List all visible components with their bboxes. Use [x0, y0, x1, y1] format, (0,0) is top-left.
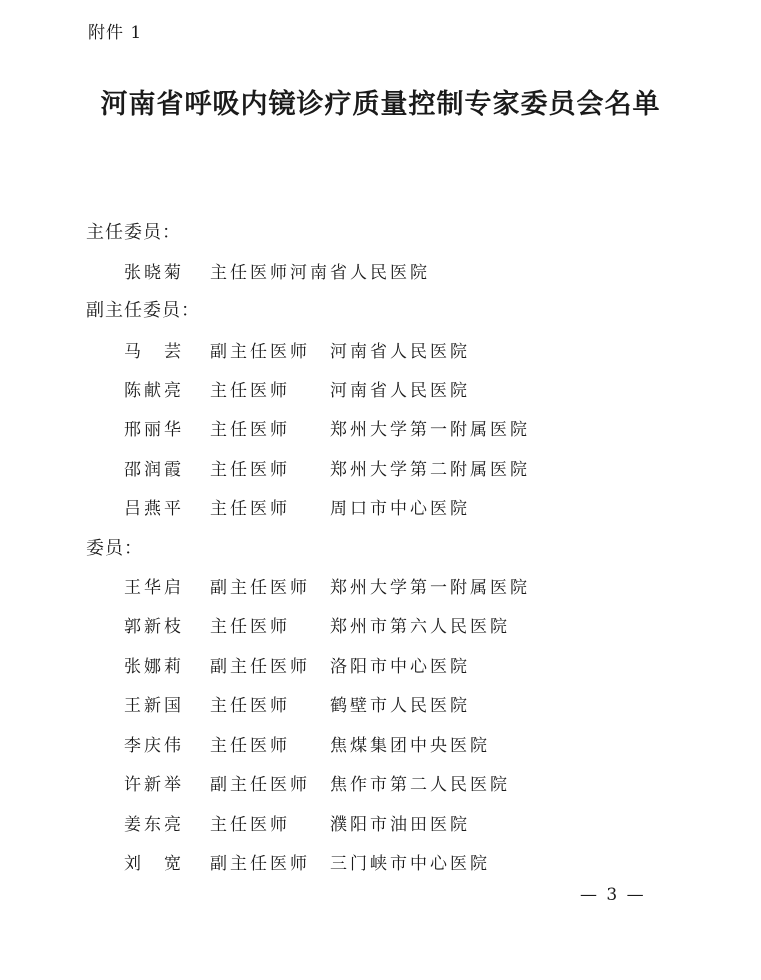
attachment-label: 附件 1: [88, 23, 143, 43]
member-row: [0, 494, 761, 522]
member-name: 张娜莉: [124, 657, 184, 677]
member-name: 邵润霞: [124, 460, 184, 480]
member-name: 王新国: [124, 696, 184, 716]
member-title: 主任医师: [210, 499, 290, 519]
section-heading-members: 委员：: [86, 538, 143, 559]
member-row: [0, 849, 761, 877]
member-row: [0, 258, 761, 286]
member-row: [0, 455, 761, 483]
member-title: 副主任医师: [210, 657, 310, 677]
member-row: [0, 573, 761, 601]
member-row: [0, 810, 761, 838]
member-hospital: 焦煤集团中央医院: [330, 736, 490, 756]
member-title: 副主任医师: [210, 578, 310, 598]
member-title: 主任医师: [210, 381, 290, 401]
member-hospital: 洛阳市中心医院: [330, 657, 470, 677]
member-row: [0, 691, 761, 719]
member-hospital: 河南省人民医院: [330, 342, 470, 362]
member-name: 吕燕平: [124, 499, 184, 519]
member-title: 主任医师: [210, 815, 290, 835]
member-hospital: 河南省人民医院: [330, 381, 470, 401]
member-name: 陈献亮: [124, 381, 184, 401]
member-title: 主任医师: [210, 696, 290, 716]
member-name: 许新举: [124, 775, 184, 795]
member-row: [0, 337, 761, 365]
member-row: [0, 770, 761, 798]
member-title: 副主任医师: [210, 342, 310, 362]
member-name: 刘 宽: [124, 854, 184, 874]
document-title: 河南省呼吸内镜诊疗质量控制专家委员会名单: [100, 89, 661, 120]
member-hospital: 三门峡市中心医院: [330, 854, 490, 874]
member-name: 邢丽华: [124, 420, 184, 440]
member-title: 主任医师: [210, 420, 290, 440]
member-title: 副主任医师: [210, 775, 310, 795]
section-heading-vice-chairs: 副主任委员：: [86, 300, 200, 321]
member-hospital: 郑州大学第一附属医院: [330, 420, 530, 440]
member-row: [0, 415, 761, 443]
member-title: 主任医师: [210, 736, 290, 756]
member-hospital: 郑州大学第一附属医院: [330, 578, 530, 598]
member-row: [0, 652, 761, 680]
member-hospital: 郑州市第六人民医院: [330, 617, 510, 637]
member-hospital: 焦作市第二人民医院: [330, 775, 510, 795]
page-number: — 3 —: [580, 885, 646, 905]
member-title: 副主任医师: [210, 854, 310, 874]
member-hospital: 周口市中心医院: [330, 499, 470, 519]
section-heading-chair: 主任委员：: [86, 222, 181, 243]
member-hospital: 鹤壁市人民医院: [330, 696, 470, 716]
member-name: 马 芸: [124, 342, 184, 362]
member-title-hospital: 主任医师河南省人民医院: [210, 263, 430, 283]
member-row: [0, 612, 761, 640]
member-name: 张晓菊: [124, 263, 184, 283]
member-title: 主任医师: [210, 617, 290, 637]
member-hospital: 郑州大学第二附属医院: [330, 460, 530, 480]
member-title: 主任医师: [210, 460, 290, 480]
member-name: 姜东亮: [124, 815, 184, 835]
member-name: 李庆伟: [124, 736, 184, 756]
member-row: [0, 731, 761, 759]
member-name: 郭新枝: [124, 617, 184, 637]
member-row: [0, 376, 761, 404]
member-hospital: 濮阳市油田医院: [330, 815, 470, 835]
member-name: 王华启: [124, 578, 184, 598]
